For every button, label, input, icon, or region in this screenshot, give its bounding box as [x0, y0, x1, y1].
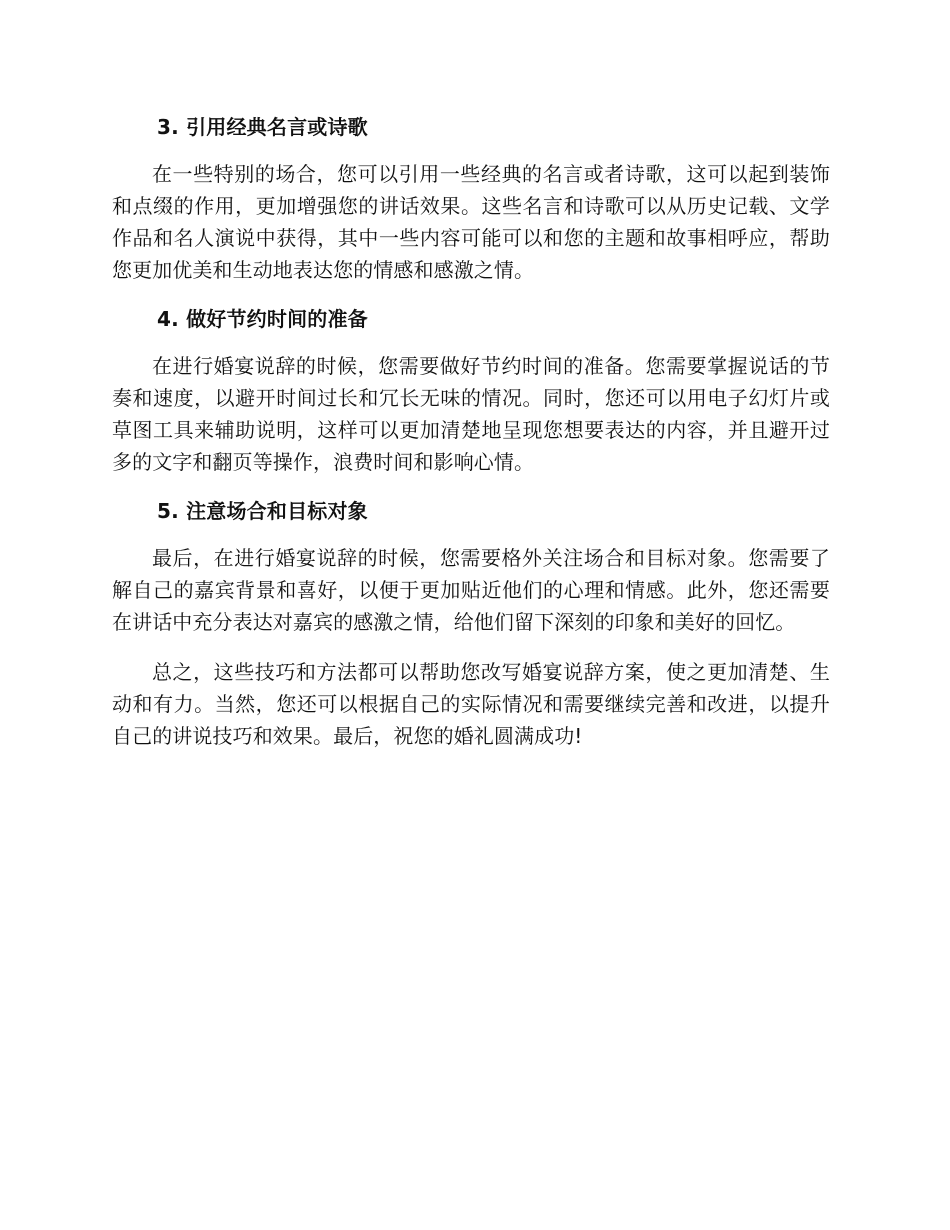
section-paragraph: 最后，在进行婚宴说辞的时候，您需要格外关注场合和目标对象。您需要了解自己的嘉宾背景和喜好，以便于更加贴近他们的心理和情感。此外，您还需要在讲话中充分表达对嘉宾的感激之情，给他们留下深刻的印象和美好的回忆。: [112, 546, 830, 634]
section-heading: 4. 做好节约时间的准备: [157, 307, 368, 331]
conclusion-paragraph: 总之，这些技巧和方法都可以帮助您改写婚宴说辞方案，使之更加清楚、生动和有力。当然，您还可以根据自己的实际情况和需要继续完善和改进，以提升自己的讲说技巧和效果。最后，祝您的婚礼圆满成功!: [112, 660, 830, 748]
section-heading: 5. 注意场合和目标对象: [157, 499, 368, 523]
section-paragraph: 在一些特别的场合，您可以引用一些经典的名言或者诗歌，这可以起到装饰和点缀的作用，更加增强您的讲话效果。这些名言和诗歌可以从历史记载、文学作品和名人演说中获得，其中一些内容可能可以和您的主题和故事相呼应，帮助您更加优美和生动地表达您的情感和感激之情。: [112, 162, 830, 282]
section-heading: 3. 引用经典名言或诗歌: [157, 115, 368, 139]
section-quotes: [112, 112, 830, 286]
section-paragraph: 在进行婚宴说辞的时候，您需要做好节约时间的准备。您需要掌握说话的节奏和速度，以避开时间过长和冗长无味的情况。同时，您还可以用电子幻灯片或草图工具来辅助说明，这样可以更加清楚地呈现您想要表达的内容，并且避开过多的文字和翻页等操作，浪费时间和影响心情。: [112, 354, 830, 474]
section-time-saving: [112, 304, 830, 478]
section-occasion-audience: [112, 496, 830, 638]
